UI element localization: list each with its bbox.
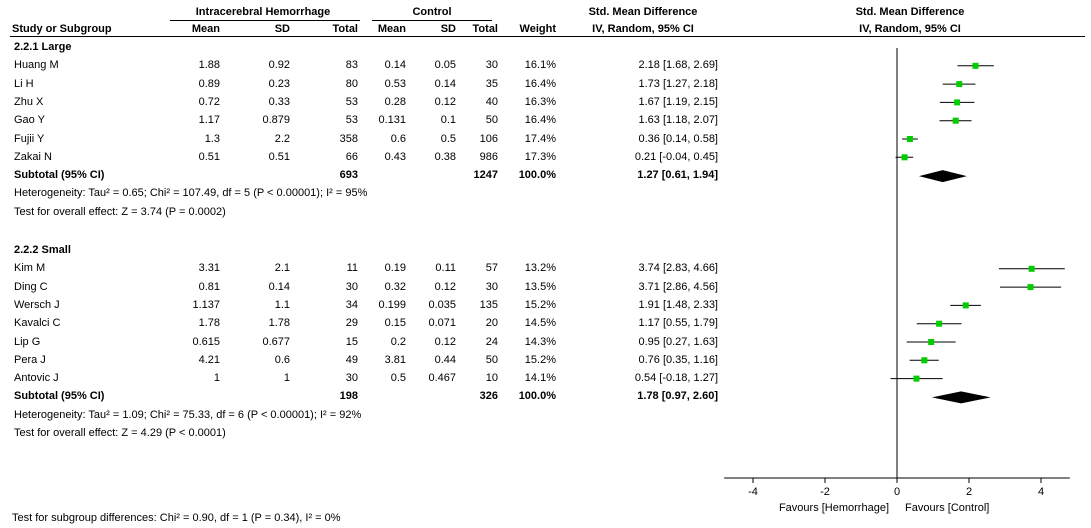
study-ci-text: 1.91 [1.48, 2.33] [638,298,718,311]
study-name: Antovic J [14,372,59,385]
study-sd2: 0.1 [440,114,456,127]
point-estimate [956,81,962,87]
study-n2: 50 [485,114,498,127]
study-m1: 1.17 [198,114,220,127]
study-m1: 0.89 [198,77,220,90]
study-m1: 0.51 [198,150,220,163]
study-m2: 0.199 [378,298,406,311]
study-n2: 135 [479,298,498,311]
study-sd1: 0.23 [268,77,290,90]
study-name: Fujii Y [14,132,45,145]
study-m2: 0.53 [384,77,406,90]
study-sd2: 0.035 [428,298,456,311]
study-ci-text: 2.18 [1.68, 2.69] [638,59,718,72]
study-n1: 49 [345,353,358,366]
study-name: Zhu X [14,95,44,108]
study-sd1: 1 [283,372,290,385]
study-ci-text: 0.76 [0.35, 1.16] [638,353,718,366]
study-n2: 30 [485,59,498,72]
study-n1: 15 [345,335,358,348]
favours-right: Favours [Control] [905,502,990,514]
study-name: Pera J [14,353,46,366]
col-total2: Total [472,23,498,35]
study-ci-text: 0.21 [-0.04, 0.45] [634,150,718,163]
subtotal-n1: 198 [339,390,358,403]
overall-effect: Test for overall effect: Z = 3.74 (P = 0.0002) [14,205,226,218]
study-ci-text: 1.67 [1.19, 2.15] [638,95,718,108]
study-weight: 16.4% [524,77,556,90]
point-estimate [936,321,942,327]
study-n1: 66 [345,150,358,163]
study-n1: 30 [345,280,358,293]
study-name: Lip G [14,335,41,348]
study-m2: 0.19 [384,262,406,275]
study-sd2: 0.14 [434,77,456,90]
study-ci-text: 0.36 [0.14, 0.58] [638,132,718,145]
study-m1: 1.137 [192,298,220,311]
study-name: Gao Y [14,114,45,127]
study-m2: 0.32 [384,280,406,293]
point-estimate [1029,266,1035,272]
study-weight: 16.4% [524,114,556,127]
col-mean2: Mean [377,23,406,35]
study-weight: 16.1% [524,59,556,72]
study-m1: 0.81 [198,280,220,293]
study-weight: 14.1% [524,372,556,385]
study-m1: 1 [213,372,220,385]
study-ci-text: 1.17 [0.55, 1.79] [638,317,718,330]
smd-title: Std. Mean Difference [588,6,698,18]
study-weight: 13.5% [524,280,556,293]
study-sd2: 0.071 [428,317,456,330]
study-n1: 53 [345,95,358,108]
study-n2: 24 [485,335,498,348]
study-n2: 57 [485,262,498,275]
study-name: Ding C [14,280,48,293]
x-tick-label: 2 [965,486,973,498]
study-m2: 0.2 [390,335,406,348]
subtotal-label: Subtotal (95% CI) [14,390,105,403]
study-m1: 0.615 [192,335,220,348]
study-sd2: 0.12 [434,280,456,293]
study-weight: 14.3% [524,335,556,348]
study-name: Zakai N [14,150,52,163]
study-m1: 3.31 [198,262,220,275]
point-estimate [953,118,959,124]
subgroup-name: 2.2.1 Large [14,41,72,53]
plot-sub: IV, Random, 95% CI [859,23,961,35]
x-tick-label: -2 [820,486,830,498]
study-n2: 106 [479,132,498,145]
plot-title: Std. Mean Difference [855,6,965,18]
subtotal-ci: 1.27 [0.61, 1.94] [637,169,718,182]
study-sd2: 0.44 [434,353,456,366]
study-sd1: 0.33 [268,95,290,108]
subtotal-n2: 1247 [473,169,498,182]
study-n1: 80 [345,77,358,90]
study-sd2: 0.467 [428,372,456,385]
point-estimate [902,154,908,160]
subtotal-diamond [919,170,967,182]
study-n2: 40 [485,95,498,108]
point-estimate [928,339,934,345]
study-n2: 20 [485,317,498,330]
study-n1: 30 [345,372,358,385]
study-n2: 35 [485,77,498,90]
study-ci-text: 1.63 [1.18, 2.07] [638,114,718,127]
overall-effect: Test for overall effect: Z = 4.29 (P < 0.0001) [14,427,226,439]
col-sd1: SD [274,23,290,35]
study-name: Wersch J [14,298,60,311]
study-ci-text: 0.95 [0.27, 1.63] [638,335,718,348]
study-weight: 15.2% [524,298,556,311]
point-estimate [907,136,913,142]
study-n2: 10 [485,372,498,385]
study-weight: 15.2% [524,353,556,366]
heterogeneity: Heterogeneity: Tau² = 1.09; Chi² = 75.33, df = 6 (P < 0.00001); I² = 92% [14,408,362,421]
study-m2: 3.81 [384,353,406,366]
study-weight: 17.3% [524,150,556,163]
study-weight: 14.5% [524,317,556,330]
study-sd2: 0.12 [434,95,456,108]
study-sd1: 1.1 [274,298,290,311]
point-estimate [913,376,919,382]
study-m1: 1.3 [204,132,220,145]
study-m1: 1.88 [198,59,220,72]
col-study: Study or Subgroup [12,23,112,35]
x-tick-label: 0 [893,486,901,498]
x-tick-label: 4 [1037,486,1045,498]
study-weight: 17.4% [524,132,556,145]
col-weight: Weight [519,23,556,35]
study-n1: 53 [345,114,358,127]
col-mean1: Mean [191,23,220,35]
study-weight: 16.3% [524,95,556,108]
study-sd1: 0.14 [268,280,290,293]
study-n1: 34 [345,298,358,311]
point-estimate [972,63,978,69]
study-n1: 11 [346,262,358,275]
study-sd1: 2.1 [274,262,290,275]
study-m1: 0.72 [198,95,220,108]
subtotal-n2: 326 [479,390,498,403]
study-n1: 358 [339,132,358,145]
subtotal-label: Subtotal (95% CI) [14,169,105,182]
study-sd2: 0.11 [435,262,456,275]
point-estimate [1028,284,1034,290]
study-m1: 1.78 [198,317,220,330]
study-sd1: 0.879 [262,114,290,127]
study-sd1: 0.677 [262,335,290,348]
study-m1: 4.21 [198,353,220,366]
study-n2: 986 [479,150,498,163]
study-sd1: 0.51 [268,150,290,163]
study-ci-text: 3.71 [2.86, 4.56] [638,280,718,293]
subtotal-weight: 100.0% [518,390,556,403]
group1-header: Intracerebral Hemorrhage [195,6,331,18]
heterogeneity: Heterogeneity: Tau² = 0.65; Chi² = 107.49, df = 5 (P < 0.00001); I² = 95% [14,187,368,200]
col-sd2: SD [440,23,456,35]
subtotal-diamond [932,391,991,403]
smd-sub: IV, Random, 95% CI [592,23,694,35]
study-weight: 13.2% [524,262,556,275]
study-ci-text: 3.74 [2.83, 4.66] [638,262,718,275]
study-n1: 83 [345,59,358,72]
study-n2: 50 [485,353,498,366]
favours-left: Favours [Hemorrhage] [778,502,889,514]
study-n1: 29 [345,317,358,330]
study-sd2: 0.05 [434,59,456,72]
study-name: Li H [14,77,34,90]
x-tick-label: -4 [748,486,758,498]
study-sd1: 2.2 [274,132,290,145]
subtotal-ci: 1.78 [0.97, 2.60] [637,390,718,403]
point-estimate [954,99,960,105]
point-estimate [921,357,927,363]
subgroup-name: 2.2.2 Small [14,244,71,256]
subtotal-n1: 693 [339,169,358,182]
study-m2: 0.131 [378,114,406,127]
study-m2: 0.14 [384,59,406,72]
study-sd1: 0.92 [268,59,290,72]
study-ci-text: 1.73 [1.27, 2.18] [638,77,718,90]
subgroup-test: Test for subgroup differences: Chi² = 0.90, df = 1 (P = 0.34), I² = 0% [12,512,341,524]
subtotal-weight: 100.0% [518,169,556,182]
study-m2: 0.6 [390,132,406,145]
study-m2: 0.43 [384,150,406,163]
study-name: Huang M [14,59,59,72]
point-estimate [963,302,969,308]
study-sd2: 0.5 [440,132,456,145]
study-sd1: 0.6 [274,353,290,366]
study-sd2: 0.12 [434,335,456,348]
study-m2: 0.5 [390,372,406,385]
study-m2: 0.15 [384,317,406,330]
group2-header: Control [412,6,452,18]
study-sd1: 1.78 [268,317,290,330]
study-n2: 30 [485,280,498,293]
study-m2: 0.28 [384,95,406,108]
study-name: Kim M [14,262,46,275]
study-name: Kavalci C [14,317,61,330]
study-sd2: 0.38 [434,150,456,163]
col-total1: Total [332,23,358,35]
study-ci-text: 0.54 [-0.18, 1.27] [634,372,718,385]
